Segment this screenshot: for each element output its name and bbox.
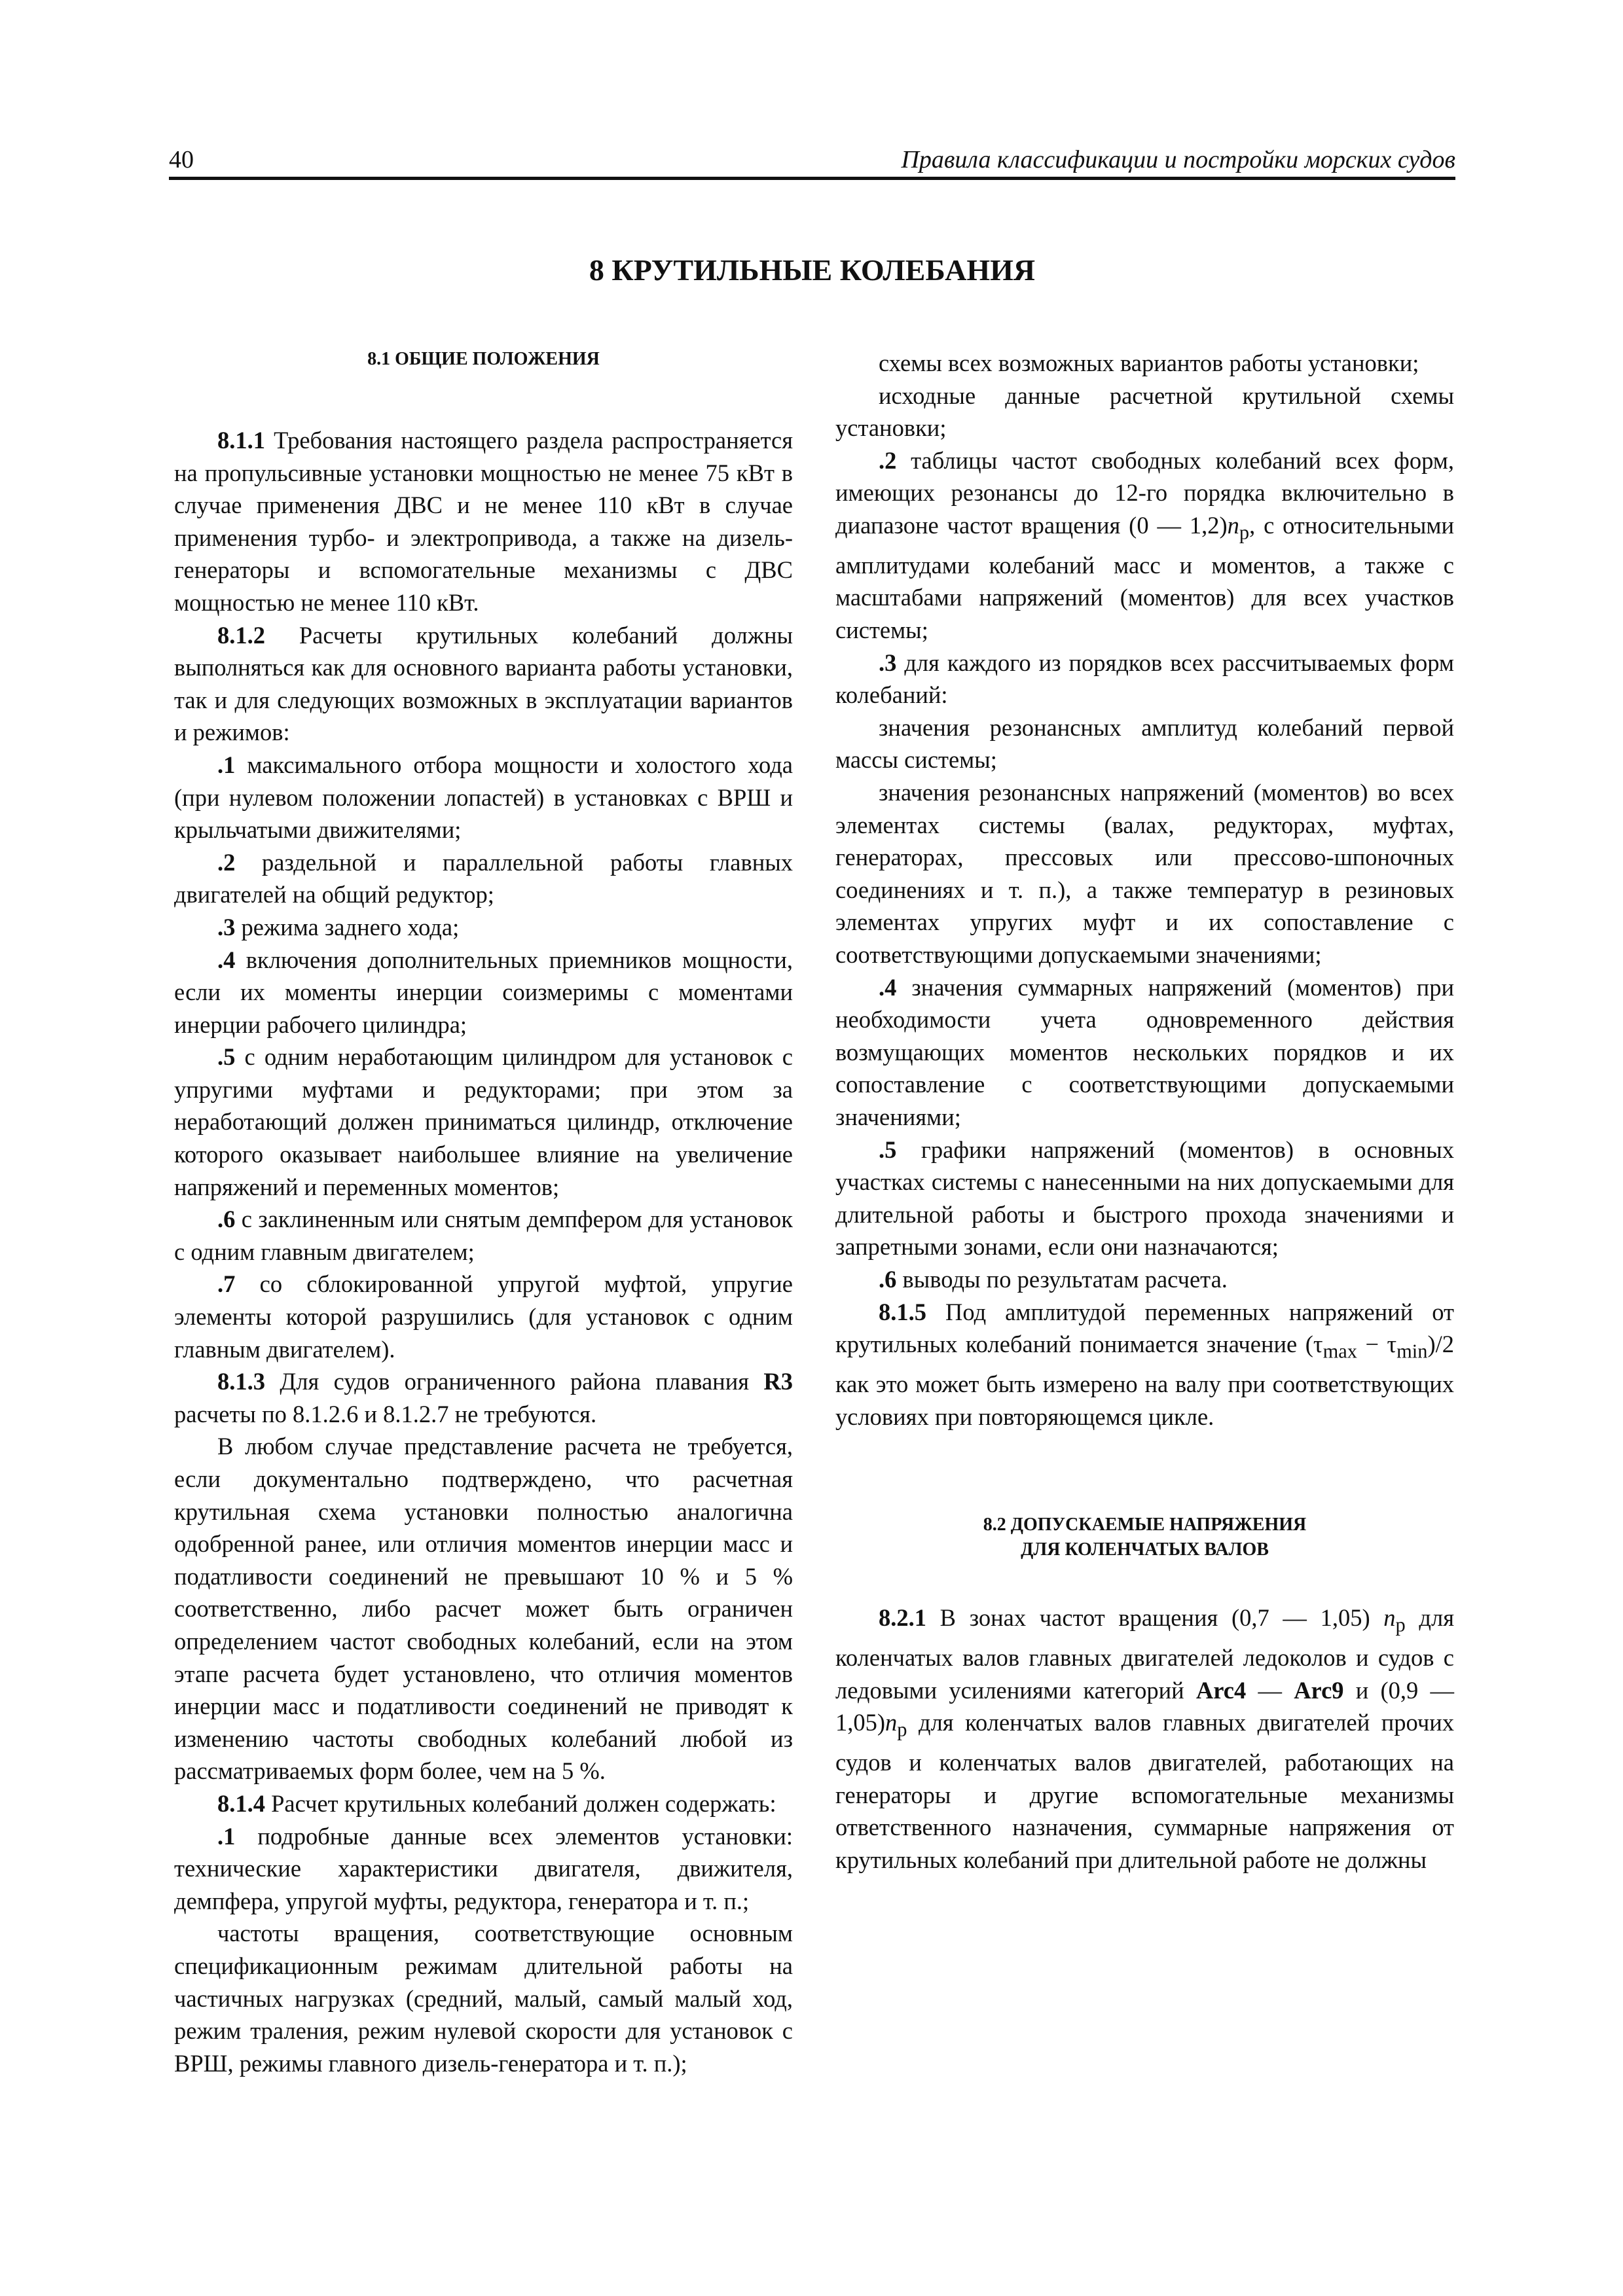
clause-number: 8.1.4 xyxy=(217,1789,265,1817)
item-text: для каждого из порядков всех рассчитываемых форм колебаний: xyxy=(835,649,1454,709)
item-text: с заклиненным или снятым демпфером для установок с одним главным двигателем; xyxy=(174,1206,793,1265)
paragraph-8-1-5 xyxy=(835,1296,1454,1433)
subscript-p: р xyxy=(897,1718,907,1741)
item-text: включения дополнительных приемников мощности, если их моменты инерции соизмеримы с моментами инерции рабочего цилиндра; xyxy=(174,946,793,1038)
item-number: .2 xyxy=(217,848,236,876)
item-text: максимального отбора мощности и холостого хода (при нулевом положении лопастей) в установках с ВРШ и крыльчатыми движителями; xyxy=(174,751,793,844)
subscript-max: max xyxy=(1322,1340,1357,1363)
symbol-n: n xyxy=(885,1709,898,1736)
subscript-p: р xyxy=(1239,521,1250,544)
paragraph-text: − τ xyxy=(1357,1331,1397,1358)
sub-item-initial-data: исходные данные расчетной крутильной схемы установки; xyxy=(835,382,1454,442)
ice-class-arc9: Arc9 xyxy=(1294,1676,1344,1704)
list-item-8-1-2-3 xyxy=(174,911,793,944)
item-number: .1 xyxy=(217,751,236,778)
header-rule xyxy=(169,177,1455,180)
list-item-8-1-2-5 xyxy=(174,1041,793,1203)
paragraph-text: расчеты по 8.1.2.6 и 8.1.2.7 не требуются. xyxy=(174,1400,597,1427)
subscript-p: р xyxy=(1395,1613,1406,1636)
list-item-8-1-4-4 xyxy=(835,971,1454,1134)
list-item-8-1-4-2 xyxy=(835,444,1454,647)
item-number: .3 xyxy=(879,649,897,676)
paragraph-8-1-1 xyxy=(174,424,793,619)
paragraph-text: и (0,9 — 1,05) xyxy=(835,1676,1454,1736)
page-number: 40 xyxy=(169,146,194,173)
paragraph-text: В зонах частот вращения (0,7 — 1,05) xyxy=(926,1604,1384,1632)
section-heading-8-1: 8.1 ОБЩИЕ ПОЛОЖЕНИЯ xyxy=(367,349,600,369)
symbol-n: n xyxy=(1227,511,1239,539)
paragraph-text: )/2 как это может быть измерено на валу при соответствующих условиях при повторяющемся цикле. xyxy=(835,1331,1454,1430)
paragraph-8-2-1 xyxy=(835,1602,1454,1876)
paragraph-text: Для судов ограниченного района плавания xyxy=(265,1368,764,1395)
paragraph-text: Под амплитудой переменных напряжений от крутильных колебаний понимается значение (τ xyxy=(835,1298,1454,1358)
item-number: .6 xyxy=(217,1206,236,1233)
item-text: подробные данные всех элементов установки: технические характеристики двигателя, движителя, демпфера, упругой муфты, редуктора, генератора и т. п.; xyxy=(174,1822,793,1914)
paragraph-text: — xyxy=(1246,1676,1294,1704)
item-text: выводы по результатам расчета. xyxy=(896,1265,1228,1293)
item-text: значения суммарных напряжений (моментов) при необходимости учета одновременного действия возмущающих моментов нескольких порядков и их сопоставление с соответствующими допускаемыми значениями; xyxy=(835,973,1454,1130)
item-number: .5 xyxy=(879,1136,897,1163)
list-item-8-1-4-3 xyxy=(835,647,1454,711)
paragraph-text: для коленчатых валов главных двигателей ледоколов и судов с ледовыми усилениями категорий xyxy=(835,1604,1454,1704)
heading-line: 8.2 ДОПУСКАЕМЫЕ НАПРЯЖЕНИЯ xyxy=(983,1515,1307,1535)
item-number: .5 xyxy=(217,1043,236,1071)
item-number: .7 xyxy=(217,1270,236,1298)
subscript-min: min xyxy=(1396,1340,1428,1363)
sub-item-schemes: схемы всех возможных вариантов работы установки; xyxy=(879,350,1419,376)
item-text: со сблокированной упругой муфтой, упругие элементы которой разрушились (для установок с одним главным двигателем). xyxy=(174,1270,793,1363)
item-text: с одним неработающим цилиндром для установок с упругими муфтами и редукторами; при этом за неработающий должен приниматься цилиндр, отключение которого оказывает наибольшее влияние на увеличение напряжений и переменных моментов; xyxy=(174,1043,793,1200)
right-column xyxy=(835,347,1454,1876)
paragraph-8-1-3 xyxy=(174,1365,793,1430)
list-item-8-1-2-4 xyxy=(174,944,793,1041)
clause-number: 8.2.1 xyxy=(879,1604,926,1632)
clause-number: 8.1.3 xyxy=(217,1368,265,1395)
list-item-8-1-4-6 xyxy=(835,1263,1454,1296)
item-text: таблицы частот свободных колебаний всех форм, имеющих резонансы до 12-го порядка включительно в диапазоне частот вращения (0 — 1,2) xyxy=(835,446,1454,539)
sub-item-rotation-speeds: частоты вращения, соответствующие основным спецификационным режимам длительной работы на частичных нагрузках (средний, малый, самый малый ход, режим траления, режим нулевой скорости для установок с ВРШ, режимы главного дизель-генератора и т. п.); xyxy=(174,1920,793,2077)
paragraph-text: Требования настоящего раздела распространяется на пропульсивные установки мощностью не менее 75 кВт в случае применения ДВС и не менее 110 кВт в случае применения турбо- и электропривода, а также на дизель-генераторы и вспомогательные механизмы с ДВС мощностью не менее 110 кВт. xyxy=(174,427,793,616)
chapter-title: 8 КРУТИЛЬНЫЕ КОЛЕБАНИЯ xyxy=(589,253,1036,287)
heading-line: ДЛЯ КОЛЕНЧАТЫХ ВАЛОВ xyxy=(1021,1539,1269,1560)
item-number: .6 xyxy=(879,1265,897,1293)
paragraph-text: Расчеты крутильных колебаний должны выполняться как для основного варианта работы установки, так и для следующих возможных в эксплуатации вариантов и режимов: xyxy=(174,621,793,746)
item-text: раздельной и параллельной работы главных двигателей на общий редуктор; xyxy=(174,848,793,908)
left-column xyxy=(174,347,793,2079)
paragraph-8-1-4 xyxy=(174,1787,793,1820)
item-text: режима заднего хода; xyxy=(235,913,460,941)
running-header-title: Правила классификации и постройки морских судов xyxy=(901,146,1455,173)
paragraph-text: Расчет крутильных колебаний должен содержать: xyxy=(265,1789,776,1817)
ice-class-arc4: Arc4 xyxy=(1195,1676,1247,1704)
item-text: графики напряжений (моментов) в основных участках системы с нанесенными на них допускаемыми для длительной работы и быстрого прохода значениями и запретными зонами, если они назначаются; xyxy=(835,1136,1454,1261)
item-text: , с относительными амплитудами колебаний масс и моментов, а также с масштабами напряжений (моментов) для всех участков системы; xyxy=(835,511,1454,644)
item-number: .4 xyxy=(217,946,236,973)
item-number: .3 xyxy=(217,913,236,941)
list-item-8-1-2-2 xyxy=(174,846,793,911)
clause-number: 8.1.5 xyxy=(879,1298,926,1325)
list-item-8-1-2-1 xyxy=(174,749,793,846)
list-item-8-1-4-1 xyxy=(174,1820,793,1918)
clause-number: 8.1.1 xyxy=(217,427,265,454)
list-item-8-1-4-5 xyxy=(835,1134,1454,1263)
paragraph-8-1-2 xyxy=(174,619,793,749)
item-number: .4 xyxy=(879,973,897,1001)
sub-item-stresses: значения резонансных напряжений (моментов) во всех элементах системы (валах, редукторах, муфтах, генераторах, прессовых или прессово-шпоночных соединениях и т. п.), а также температур в резиновых элементах упругих муфт и их сопоставление с соответствующими допускаемыми значениями; xyxy=(835,779,1454,968)
item-number: .2 xyxy=(879,446,897,474)
item-number: .1 xyxy=(217,1822,236,1850)
area-code-r3: R3 xyxy=(763,1368,793,1395)
list-item-8-1-2-7 xyxy=(174,1268,793,1365)
symbol-n: n xyxy=(1383,1604,1396,1632)
section-heading-8-2 xyxy=(835,1513,1454,1562)
paragraph-text: для коленчатых валов главных двигателей прочих судов и коленчатых валов двигателей, работающих на генераторы и другие вспомогательные механизмы ответственного назначения, суммарные напряжения от крутильных колебаний при длительной работе не должны xyxy=(835,1709,1454,1873)
sub-item-amplitudes: значения резонансных амплитуд колебаний первой массы системы; xyxy=(835,713,1454,774)
clause-number: 8.1.2 xyxy=(217,621,265,649)
list-item-8-1-2-6 xyxy=(174,1203,793,1268)
paragraph-8-1-3-continued: В любом случае представление расчета не требуется, если документально подтверждено, что расчетная крутильная схема установки полностью аналогична одобренной ранее, или отличия моментов инерции масс и податливости соединений не превышают 10 % и 5 % соответственно, либо расчет может быть ограничен определением частот свободных колебаний, если на этом этапе расчета будет установлено, что отличия моментов инерции масс и податливости соединений не приводят к изменению частоты свободных колебаний любой из рассматриваемых форм более, чем на 5 %. xyxy=(174,1433,793,1785)
